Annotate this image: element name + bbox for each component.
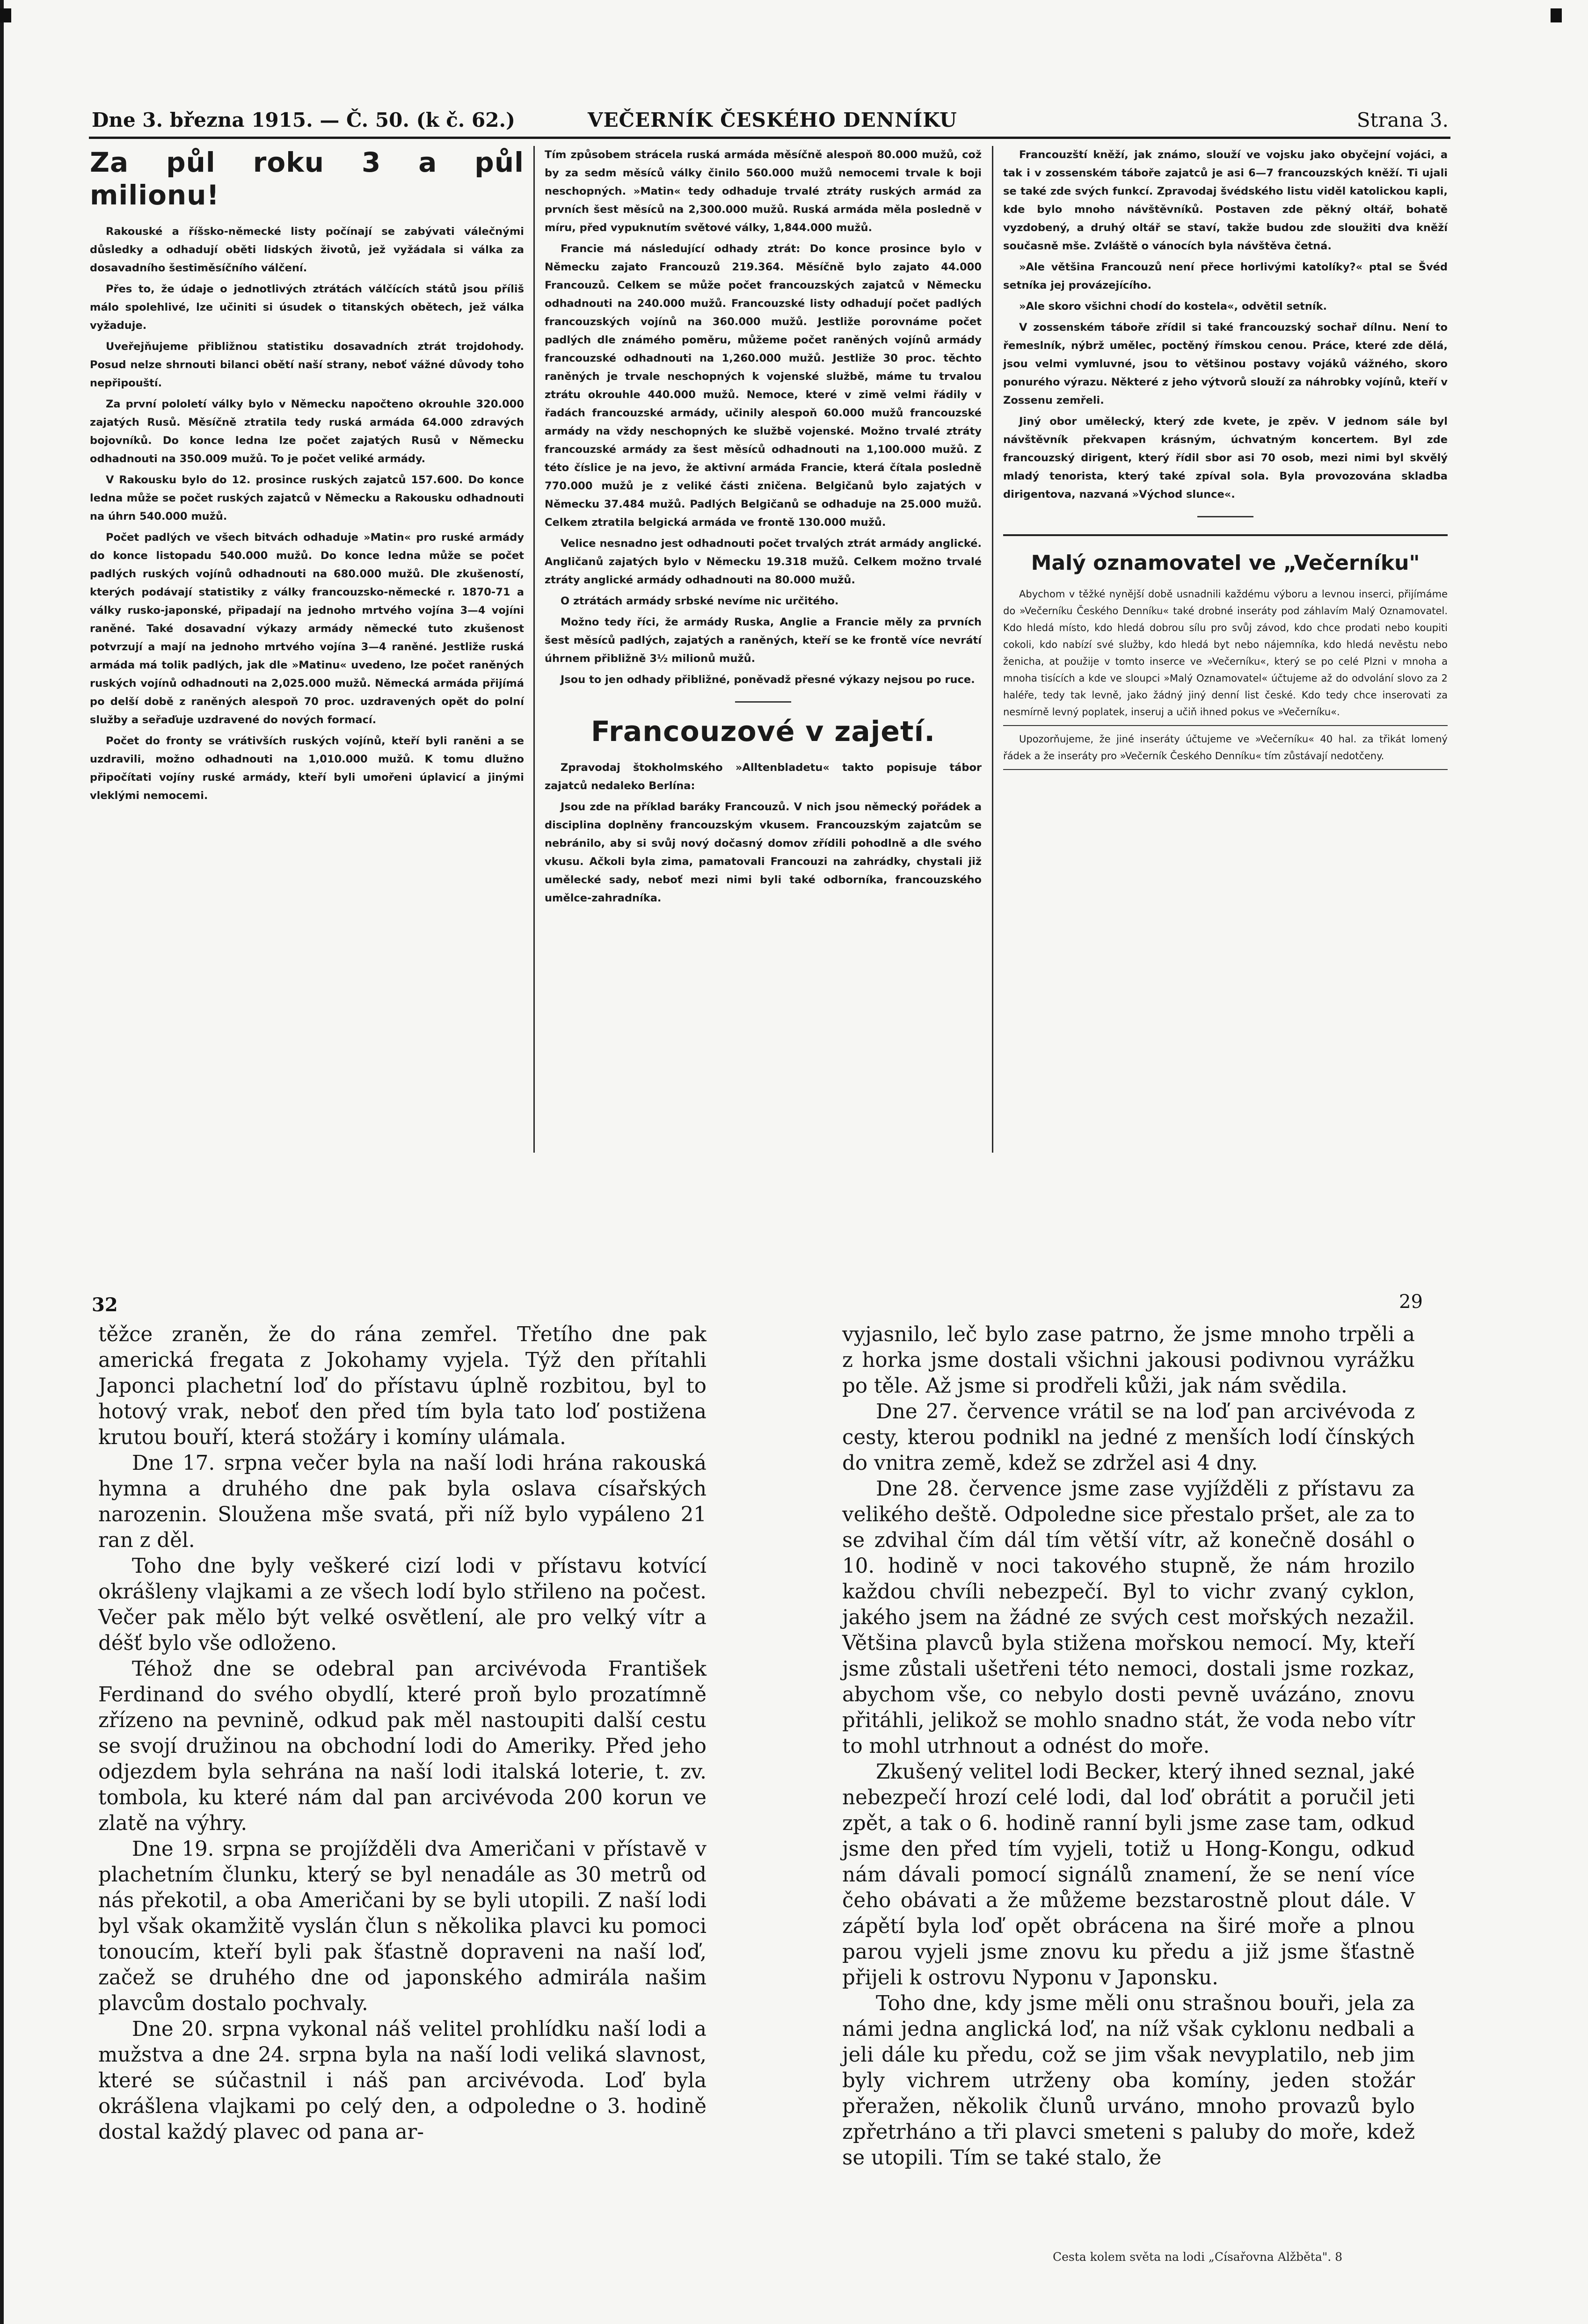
article-paragraph: Jsou zde na příklad baráky Francouzů. V nich jsou německý pořádek a disciplina doplněny francouzským vkusem. Francouzským zajatcům se nebránilo, aby si svůj nový dočasný domov zřídili pohodlně a dle svého vkusu. Ačkoli byla zima, pamatovali Francouzi na zahrádky, chystali již umělecké sady, neboť mezi nimi byli také odborníka, francouzského umělce-zahradníka. [545, 801, 982, 904]
book-paragraph: Zkušený velitel lodi Becker, který ihned seznal, jaké nebezpečí hrozí celé lodi, dal loď obrátit a poručil jeti zpět, a tak o 6. hodině ranní byli jsme zase tam, odkud jsme den před tím vyjeli, totiž u Hong-Kongu, odkud nám dávali pomocí signálů znamení, že se není více čeho obávati a že můžeme bezstarostně plout dále. V zápětí byla loď opět obrácena na širé moře a plnou parou vyjeli jsme znovu ku předu a již jsme šťastně přijeli k ostrovu Nyponu v Japonsku. [842, 1760, 1415, 1990]
book-paragraph: vyjasnilo, leč bylo zase patrno, že jsme mnoho trpěli a z horka jsme dostali všichni jakousi podivnou vyrážku po těle. Až jsme si prodřeli kůži, jak nám svědila. [842, 1323, 1415, 1398]
article-paragraph: Jsou to jen odhady přibližné, poněvadž přesné výkazy nejsou po ruce. [561, 674, 975, 686]
article-paragraph: V zossenském táboře zřídil si také francouzský sochař dílnu. Není to řemeslník, nýbrž umělec, poctěný římskou cenou. Práce, které zde dělá, jsou velmi vymluvné, jsou to většinou postavy vojáků vážného, skoro ponurého výrazu. Některé z jeho výtvorů slouží za náhrobky vojínů, kteří v Zossenu zemřeli. [1003, 321, 1448, 407]
newspaper-column-2 [545, 146, 982, 910]
book-paragraph: Dne 20. srpna vykonal náš velitel prohlídku naší lodi a mužstva a dne 24. srpna byla na naší lodi veliká slavnost, které se súčastnil i náš pan arcivévoda. Loď byla okrášlena vlajkami po celý den, a odpoledne o 3. hodině dostal každý plavec od pana ar- [98, 2018, 707, 2144]
issue-date: Dne 3. března 1915. — Č. 50. (k č. 62.) [92, 109, 515, 131]
advert-note: Upozorňujeme, že jiné inseráty účtujeme ve »Večerníku« 40 hal. za třikát lomený řádek a že inseráty pro »Večerník Českého Denníku« tím zůstávají nedotčeny. [1003, 734, 1448, 762]
scan-corner-mark [0, 8, 11, 22]
advert-rule [1003, 534, 1448, 536]
advert-body: Abychom v těžké nynější době usnadnili každému výboru a levnou inserci, přijímáme do »Večerníku Českého Denníku« také drobné inseráty pod záhlavím Malý Oznamovatel. Kdo hledá místo, kdo hledá dobrou sílu pro svůj závod, kdo chce prodati nebo koupiti cokoli, kdo nabízí své služby, kdo hledá byt nebo nájemníka, kdo hledá nevěstu nebo ženicha, at použije v tomto inserce ve »Večerníku«, který se po celé Plzni v mnoha a mnoha tisících a kde ve sloupci »Malý Oznamovatel« účtujeme až do odvolání slovo za 2 haléře, tedy tak levně, jako žádný jiný denní list české. Kdo tedy chce inserovati za nesmírně levný poplatek, inseruj a učiň ihned pokus ve »Večerníku«. [1003, 588, 1448, 718]
book-page-left [98, 1322, 707, 2145]
article-paragraph: Velice nesnadno jest odhadnouti počet trvalých ztrát armády anglické. Angličanů zajatých bylo v Německu 19.318 mužů. Celkem možno trvalé ztráty anglické armády odhadnouti na 80.000 mužů. [545, 537, 982, 586]
article-paragraph: V Rakousku bylo do 12. prosince ruských zajatců 157.600. Do konce ledna může se počet ruských zajatců v Německu a Rakousku odhadnouti na úhrn 540.000 mužů. [90, 474, 524, 523]
newspaper-header [92, 109, 1449, 137]
article-paragraph: Za první pololetí války bylo v Německu napočteno okrouhle 320.000 zajatých Rusů. Měsíčně ztratila tedy ruská armáda 64.000 zdravých bojovníků. Do konce ledna lze počet zajatých Rusů v Německu odhadnouti na 350.009 mužů. To je počet veliké armády. [90, 398, 524, 465]
article-paragraph: Zpravodaj štokholmského »Alltenbladetu« takto popisuje tábor zajatců nedaleko Berlína: [545, 762, 982, 792]
book-footer: Cesta kolem světa na lodi „Císařovna Alžběta". 8 [1053, 2250, 1343, 2264]
article-paragraph: Jiný obor umělecký, který zde kvete, je zpěv. V jednom sále byl návštěvník překvapen krásným, úchvatným koncertem. Byl zde francouzský dirigent, který řídil sbor asi 70 osob, mezi nimi byl skvělý mladý tenorista, který také zpíval sola. Byla provozována skladba dirigentova, nazvaná »Východ slunce«. [1003, 415, 1448, 501]
newspaper-column-3 [1003, 146, 1448, 775]
article-paragraph: Možno tedy říci, že armády Ruska, Anglie a Francie měly za prvních šest měsíců padlých, zajatých a raněných, kteří se ke frontě více nevrátí úhrnem přibližně 3½ milionů mužů. [545, 616, 982, 665]
article-headline: Za půl roku 3 a půl milionu! [90, 146, 524, 211]
article-paragraph: »Ale skoro všichni chodí do kostela«, odvětil setník. [1019, 300, 1327, 312]
book-page-number-right: 29 [1399, 1291, 1423, 1313]
article-paragraph: Počet padlých ve všech bitvách odhaduje »Matin« pro ruské armády do konce listopadu 540.000 mužů. Do konce ledna může se počet padlých ruských vojínů odhadnouti na 680.000 mužů. Dle zkušeností, kterých podávají statistiky z války francouzsko-německé r. 1870-71 a války rusko-japonské, připadají na jednoho mrtvého vojína 3—4 vojíni raněné. Také dosavadní výkazy armády německé tuto zkušenost potvrzují a mají na jednoho mrtvého vojína 3—4 raněné. Jestliže ruská armáda má tolik padlých, jak dle »Matinu« uvedeno, lze počet raněných ruských vojínů odhadnouti na 2,025.000 mužů. Německá armáda přijímá po delší době z raněných alespoň 70 proc. uzdravených opět do polní služby a seřaďuje uzdravené do nových formací. [90, 531, 524, 726]
article-headline: Francouzové v zajetí. [591, 715, 935, 748]
section-divider [1197, 516, 1253, 517]
newspaper-page-number: Strana 3. [1356, 109, 1449, 131]
article-paragraph: Francie má následující odhady ztrát: Do konce prosince bylo v Německu zajato Francouzů 219.364. Měsíčně bylo zajato 44.000 Francouzů. Celkem se může počet francouzských zajatců v Německu odhadnouti na 240.000 mužů. Francouzské listy odhadují počet padlých francouzských vojínů na 360.000 mužů. Jestliže porovnáme počet padlých dle známého poměru, můžeme počet raněných vojínů armády francouzské odhadnouti na 1,260.000 mužů. Jestliže 30 proc. těchto raněných je trvale neschopných k vojenské službě, máme tu trvalou ztrátu okrouhle 440.000 mužů. Nemoce, které v zimě velmi řádily v řadách francouzské armády, učinily alespoň 60.000 mužů francouzské armády na vždy neschopných ke službě vojenské. Možno trvalé ztráty francouzské armády za šest měsíců odhadnouti na 1,100.000 mužů. Z této číslice je na jevo, že aktivní armáda Francie, která čítala posledně 770.000 mužů je z veliké části zničena. Belgičanů bylo zajatých v Německu 37.484 mužů. Padlých Belgičanů se odhaduje na 25.000 mužů. Celkem ztratila belgická armáda ve frontě 130.000 mužů. [545, 243, 982, 529]
scan-corner-mark [1551, 8, 1562, 22]
column-rule [533, 146, 535, 1153]
book-paragraph: Dne 28. července jsme zase vyjížděli z přístavu za velikého deště. Odpoledne sice přestalo pršet, ale za to se zdvihal čím dál tím větší vítr, až konečně dosáhl o 10. hodině v noci takového stupně, že nám hrozilo každou chvíli nebezpečí. Byl to vichr zvaný cyklon, jakého jsem na žádné ze svých cest mořských nezažil. Většina plavců byla stižena mořskou nemocí. My, kteří jsme zůstali ušetřeni této nemoci, dostali jsme rozkaz, abychom vše, co nebylo dosti pevně uvázáno, znovu přitáhli, jelikož se mohlo snadno stát, že voda nebo vítr to mohl utrhnout a odnést do moře. [842, 1477, 1415, 1758]
header-rule [89, 137, 1450, 139]
article-paragraph: Počet do fronty se vrátivších ruských vojínů, kteří byli raněni a se uzdravili, možno odhadnouti na 1,010.000 mužů. K tomu dlužno připočítati vojíny ruské armády, kteří byli umořeni úplavicí a jinými vleklými nemocemi. [90, 735, 524, 802]
article-paragraph: Uveřejňujeme přibližnou statistiku dosavadních ztrát trojdohody. Posud nelze shrnouti bilanci obětí naší strany, neboť vážné důvody toho nepřipouští. [90, 341, 524, 389]
newspaper-title: VEČERNÍK ČESKÉHO DENNÍKU [588, 109, 957, 131]
article-paragraph: »Ale většina Francouzů není přece horlivými katolíky?« ptal se Švéd setníka jej provázejícího. [1003, 261, 1448, 291]
article-paragraph: Francouzští kněží, jak známo, slouží ve vojsku jako obyčejní vojáci, a tak i v zossenském táboře zajatců je asi 6—7 francouzských kněží. Ti ujali se také zde svých funkcí. Zpravodaj švédského listu viděl katolickou kapli, kde bylo mnoho návštěvníků. Postaven zde pěkný oltář, bohatě vyzdobený, a druhý oltář se staví, takže budou zde sloužiti dva kněží současně mše. Zvláště o vánocích byla návštěva četná. [1003, 149, 1448, 252]
book-paragraph: Dne 17. srpna večer byla na naší lodi hrána rakouská hymna a druhého dne pak byla oslava císařských narozenin. Sloužena mše svatá, při níž bylo vypáleno 21 ran z děl. [98, 1452, 707, 1552]
article-paragraph: Přes to, že údaje o jednotlivých ztrátách válčících států jsou příliš málo spolehlivé, lze učiniti si úsudek o titanských obětech, jež válka vyžaduje. [90, 283, 524, 332]
book-paragraph: Toho dne byly veškeré cizí lodi v přístavu kotvící okrášleny vlajkami a ze všech lodí bylo střileno na počest. Večer pak mělo být velké osvětlení, ale pro velký vítr a déšť bylo vše odloženo. [98, 1554, 707, 1655]
advert-divider [1003, 725, 1448, 726]
advert-divider [1003, 769, 1448, 770]
book-page-number-left: 32 [92, 1294, 118, 1316]
book-page-right [842, 1322, 1415, 2171]
section-divider [735, 701, 791, 703]
newspaper-column-1 [90, 146, 524, 808]
book-paragraph: Toho dne, kdy jsme měli onu strašnou bouři, jela za námi jedna anglická loď, na níž však cyklonu nedbali a jeli dále ku předu, což se jim však nevyplatilo, neb jim byly vichrem utrženy oba komíny, jeden stožár přeražen, několik člunů urváno, mnoho provazů bylo zpřetrháno a tři plavci smeteni s paluby do moře, kdež se utopili. Tím se také stalo, že [842, 1992, 1415, 2170]
advert-title: Malý oznamovatel ve „Večerníku" [1031, 551, 1420, 575]
column-rule [992, 146, 993, 1153]
article-paragraph: O ztrátách armády srbské nevíme nic určitého. [561, 595, 839, 607]
book-paragraph: Dne 19. srpna se projížděli dva Američani v přístavě v plachetním člunku, který se byl nenadále as 30 metrů od nás překotil, a oba Američani by se byli utopili. Z naší lodi byl však okamžitě vyslán člun s několika plavci ku pomoci tonoucím, kteří byli pak šťastně dopraveni na naší loď, začež se druhého dne od japonského admirála našim plavcům dostalo pochvaly. [98, 1837, 707, 2015]
article-paragraph: Tím způsobem strácela ruská armáda měsíčně alespoň 80.000 mužů, což by za sedm měsíců války činilo 560.000 mužů nemocemi trvale k boji neschopných. »Matin« tedy odhaduje trvalé ztráty ruských armád za prvních šest měsíců na 2,300.000 mužů. Ruská armáda měla posledně v míru, před vypuknutím světové války, 1,844.000 mužů. [545, 149, 982, 234]
book-paragraph: Dne 27. července vrátil se na loď pan arcivévoda z cesty, kterou podnikl na jedné z menších lodí čínských do vnitra země, kdež se zdržel asi 4 dny. [842, 1400, 1415, 1475]
book-paragraph: Téhož dne se odebral pan arcivévoda František Ferdinand do svého obydlí, které proň bylo prozatímně zřízeno na pevnině, odkud pak měl nastoupiti další cestu se svojí družinou na obchodní lodi do Ameriky. Před jeho odjezdem byla sehrána na naší lodi italská loterie, t. zv. tombola, ku které nám dal pan arcivévoda 200 korun ve zlatě na výhry. [98, 1657, 707, 1835]
book-paragraph: těžce zraněn, že do rána zemřel. Třetího dne pak americká fregata z Jokohamy vyjela. Týž den přítahli Japonci plachetní loď do přístavu úplně rozbitou, byl to hotový vrak, neboť den před tím byla tato loď postižena krutou bouří, která stožáry i komíny ulámala. [98, 1323, 707, 1449]
article-paragraph: Rakouské a říšsko-německé listy počínají se zabývati válečnými důsledky a odhadují oběti lidských životů, jež vyžádala si válka za dosavadního šestiměsíčního válčení. [90, 225, 524, 274]
